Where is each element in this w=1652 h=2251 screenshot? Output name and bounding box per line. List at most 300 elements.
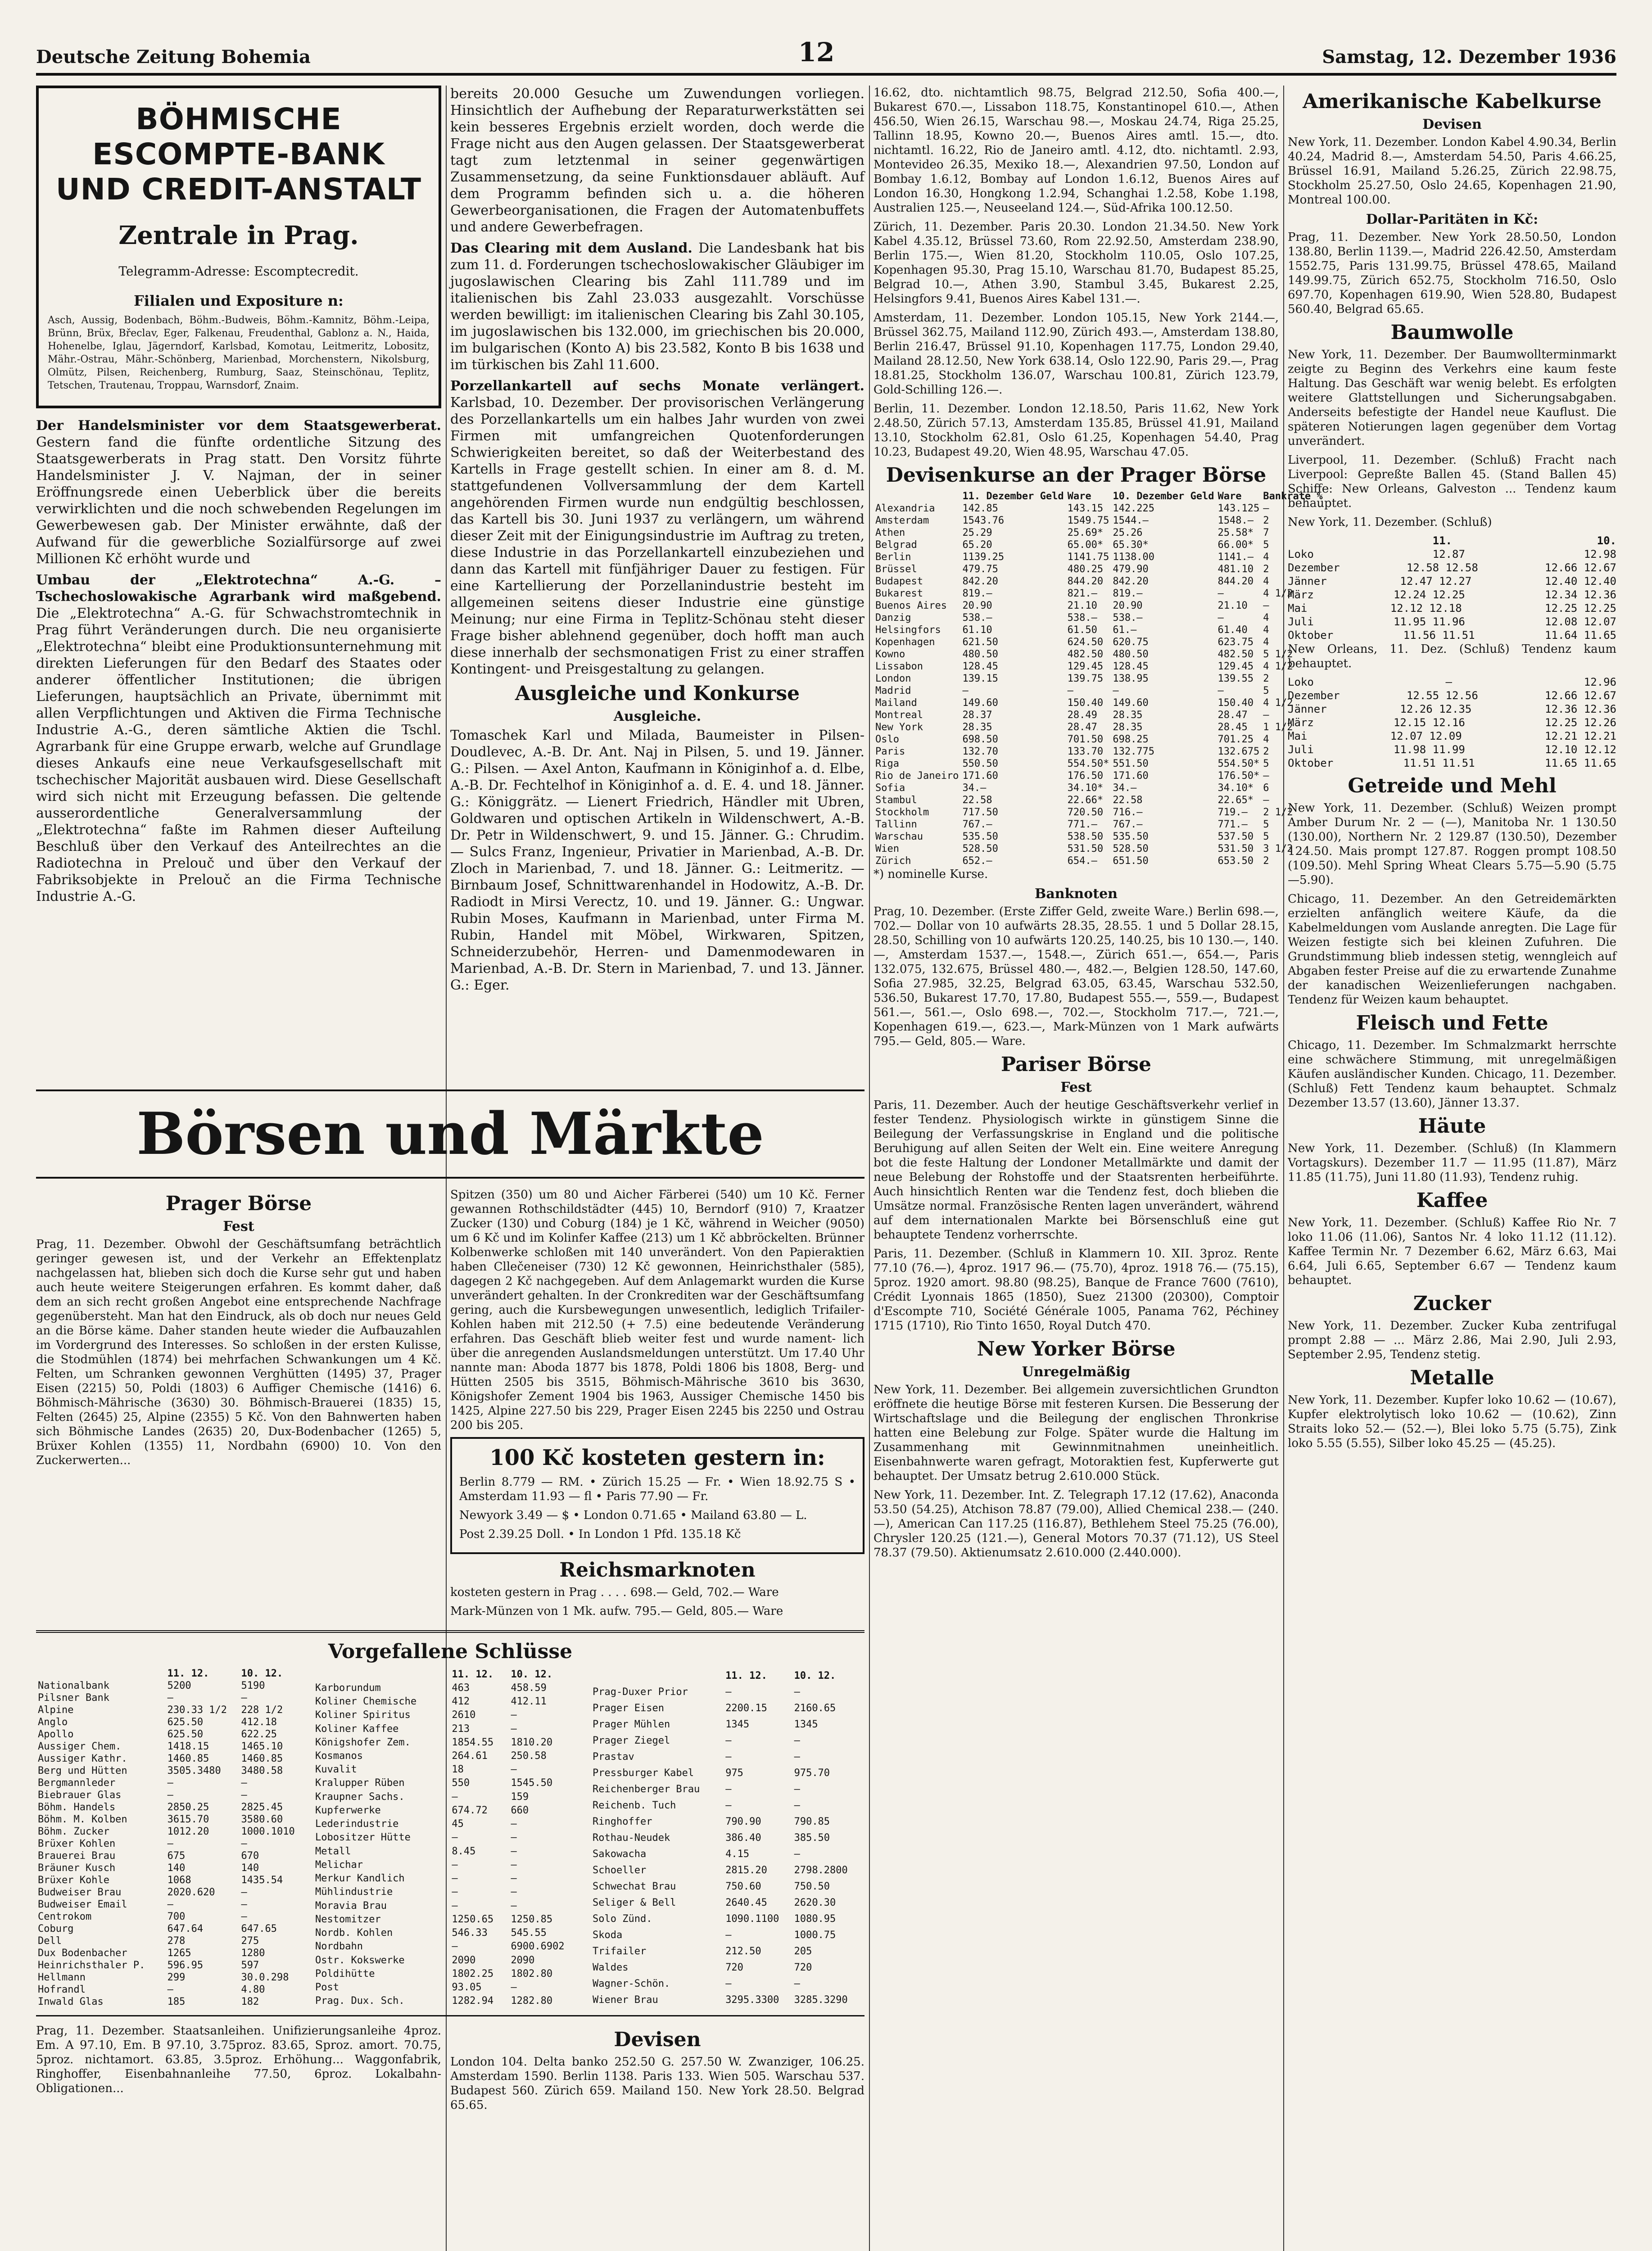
price-cell: — [452,1832,458,1844]
rate-cell: 538.— [962,612,992,624]
price-cell: 8.45 [452,1845,476,1857]
rate-cell: 4 [1263,637,1269,648]
price-cell: 1810.20 [511,1736,553,1748]
quote-value: 12.87 [1432,548,1465,560]
security-name: Heinrichsthaler P. [38,1960,145,1971]
quote-row [1288,743,1616,756]
security-name: Wagner-Schön. [593,1978,670,1989]
security-name: Brüxer Kohlen [38,1838,116,1849]
rate-cell: 28.37 [962,710,992,721]
rate-cell: 2 [1263,673,1269,684]
price-cell: 625.50 [167,1729,204,1740]
divider [36,2015,864,2016]
price-cell: 1000.75 [794,1929,836,1941]
security-name: Solo Zünd. [593,1913,652,1925]
newspaper-name: Deutsche Zeitung Bohemia [36,46,311,68]
rate-cell: 717.50 [962,807,998,818]
price-cell: — [241,1911,247,1922]
price-cell: 1802.80 [511,1968,553,1980]
table-row [313,1858,584,1871]
quote-row [1288,547,1616,561]
table-row [874,551,1325,563]
closing-prices-table [36,1668,306,2008]
price-cell: 2610 [452,1709,476,1721]
table-row [874,588,1325,600]
price-cell: 228 1/2 [241,1704,283,1716]
security-name: Kralupper Rüben [315,1777,405,1789]
rate-cell: 25.58* [1218,527,1254,538]
table-row [591,1797,861,1813]
table-row [36,1850,306,1862]
price-cell: 2825.45 [241,1802,283,1813]
table-row [874,782,1325,794]
price-cell: 458.59 [511,1682,547,1694]
quote-value: 12.12 12.18 [1390,602,1462,615]
rate-cell: 138.95 [1113,673,1149,684]
security-name: Sakowacha [593,1848,647,1860]
section-heading: Reichsmarknoten [559,1559,756,1582]
security-name: Prag-Duxer Prior [593,1686,688,1698]
branches-list: Asch, Aussig, Bodenbach, Böhm.-Budweis, Böhm.-Kamnitz, Böhm.-Leipa, Brünn, Brüx, Břeclav, Eger, Falkenau, Freudenthal, Gablonz a. N., Haida, Hohenelbe, Iglau, Jägerndorf, Karlsbad, Komotau, Leitmeritz, Lobositz, Mähr.-Ostrau, Mähr.-Schönberg, Marienbad, Morchenstern, Nikolsburg, Olmütz, Pilsen, Reichenberg, Rumburg, Saaz, Steinschönau, Teplitz, Tetschen, Trautenau, Troppau, Warnsdorf, Znaim. [48,315,430,391]
rate-cell: — [1218,685,1224,696]
article-body: New York, 11. Dezember. Kupfer loko 10.62 — (10.67), Kupfer elektrolytisch loko 10.62 — (10.62), Zinn Straits loko 52.— (52.—), Blei loko 5.75 (5.75), Zink loko 5.55 (5.55), Silber loko 45.25 — (45.25). [1288,1393,1616,1450]
table-row [36,1728,306,1740]
rate-cell: 621.50 [962,637,998,648]
security-name: Ringhoffer [593,1816,652,1827]
rate-cell: — [1263,600,1269,611]
price-cell: — [511,1859,517,1871]
price-cell: 2090 [511,1954,535,1966]
currency-city: Kopenhagen [875,637,935,648]
price-cell: 45 [452,1818,464,1830]
security-name: Nestomitzer [315,1913,381,1925]
security-name: Dux Bodenbacher [38,1948,127,1959]
rate-cell: 3 1/2 [1263,843,1293,854]
rate-cell: 537.50 [1218,831,1254,842]
security-name: Prager Mühlen [593,1718,670,1730]
security-name: Centrokom [38,1911,92,1922]
rate-cell: 143.15 [1067,503,1104,514]
rate-cell: — [1113,685,1119,696]
security-name: Prager Eisen [593,1702,664,1714]
security-name: Pilsner Bank [38,1692,109,1704]
price-cell: — [167,1899,173,1910]
security-name: Lobositzer Hütte [315,1832,411,1844]
price-cell: 1345 [794,1718,818,1730]
table-row [591,1911,861,1927]
table-row [36,1826,306,1838]
table-header-row [313,1668,584,1681]
price-cell: — [794,1978,800,1989]
branches-heading: Filialen und Expositure n: [134,292,344,309]
table-row [591,1975,861,1992]
article-body: Prag, 11. Dezember. Staatsanleihen. Unifizierungsanleihe 4proz. Em. A 97.10, Em. B 97.10, 3.75proz. 83.65, Sproz. amort. 70.75, 5proz. nichtamort. 63.85, 3.5proz. Erhöhung... Waggonfabrik, Ringhoffer, Eisenbahnanleihe 77.50, 6proz. Lokalbahn-Obligationen... [36,2024,441,2095]
column-rule [1283,86,1284,2251]
security-name: Alpine [38,1704,74,1716]
rate-cell: 66.00* [1218,539,1254,551]
rate-cell: 701.50 [1067,734,1104,745]
section-heading: New Yorker Börse [977,1338,1176,1361]
price-cell: 674.72 [452,1804,488,1816]
section-heading: Baumwolle [1390,321,1514,344]
rate-cell: 139.75 [1067,673,1104,684]
currency-city: London [875,673,911,684]
quote-header: 11. [1432,534,1452,547]
currency-city: Madrid [875,685,911,696]
table-row [591,1781,861,1797]
column-4 [1288,86,1616,2251]
price-cell: 975.70 [794,1767,830,1779]
rate-cell: 28.49 [1067,710,1097,721]
price-cell: 670 [241,1850,259,1862]
price-cell: — [794,1848,800,1860]
price-cell: 1545.50 [511,1777,553,1789]
price-cell: 299 [167,1972,186,1983]
security-name: Königshofer Zem. [315,1736,411,1748]
security-name: Koliner Kaffee [315,1723,399,1735]
price-cell: 700 [167,1911,186,1922]
table-row [36,1947,306,1959]
price-cell: 2815.20 [725,1864,767,1876]
table-row [874,697,1325,709]
price-cell: 1854.55 [452,1736,494,1748]
quote-row [1288,574,1616,588]
quote-value: 12.15 12.16 [1393,716,1465,729]
section-banner: Börsen und Märkte [36,1089,864,1179]
rate-cell: — [1218,612,1224,624]
price-cell: 250.58 [511,1750,547,1762]
price-cell: 1418.15 [167,1741,209,1752]
price-cell: 1250.85 [511,1913,553,1925]
rate-line: Post 2.39.25 Doll. • In London 1 Pfd. 135.18 Kč [459,1528,741,1541]
article-body: bereits 20.000 Gesuche um Zuwendungen vorliegen. Hinsichtlich der Aufhebung der Reparaturwerkstätten sei kein besseres Ergebnis erzielt worden, doch werde die Frage nicht aus den Augen gelassen. Der Staatsgewerberat tagt zum letztenmal in seiner gegenwärtigen Zusammensetzung, da seine Funktionsdauer abläuft. Auf dem Programm befinden sich u. a. die höheren Gewerbeorganisationen, die Fragen der Automatenbuffets und andere Gewerbefragen. [450,86,864,235]
quote-value: 12.25 12.26 [1545,716,1616,729]
rate-cell: — [1263,710,1269,721]
table-row [313,1980,584,1994]
column-header: 11. 12. [167,1668,209,1679]
table-row [313,1872,584,1885]
security-name: Seliger & Bell [593,1897,676,1908]
price-cell: 463 [452,1682,470,1694]
quote-value: 12.26 12.35 [1400,703,1472,715]
price-cell: — [725,1751,732,1763]
table-row [36,1838,306,1850]
table-row [874,515,1325,527]
article-body: Paris, 11. Dezember. (Schluß in Klammern 10. XII. 3proz. Rente 77.10 (76.—), 4proz. 1917 96.— (75.70), 4proz. 1918 76.— (75.15), 5proz. 1920 amort. 98.80 (98.25), Banque de France 7600 (7610), Crédit Lyonnais 1865 (1850), Suez 21300 (20300), Comptoir d'Escompte 710, Société Générale 1005, Panama 762, Péchiney 1715 (1710), Rio Tinto 1650, Royal Dutch 470. [874,1247,1279,1333]
quote-value: — [1445,676,1452,688]
boersen-section [36,1076,864,2251]
security-name: Böhm. M. Kolben [38,1814,127,1825]
price-cell: 4.80 [241,1984,265,1995]
security-name: Lederindustrie [315,1818,399,1830]
quote-value: 12.47 12.27 [1400,575,1472,588]
article-body: Berlin, 11. Dezember. London 12.18.50, Paris 11.62, New York 2.48.50, Zürich 57.13, Amsterdam 135.85, Brüssel 41.91, Mailand 13.10, Stockholm 62.81, Oslo 61.25, Kopenhagen 54.40, Prag 10.23, Budapest 49.20, Wien 48.95, Warschau 47.05. [874,402,1279,459]
table-row [313,1831,584,1844]
security-name: Aussiger Chem. [38,1741,122,1752]
price-cell: — [452,1900,458,1912]
price-cell: 1068 [167,1875,191,1886]
currency-city: Montreal [875,710,923,721]
table-row [874,563,1325,575]
price-cell: 625.50 [167,1717,204,1728]
price-cell: — [794,1751,800,1763]
table-row [313,1804,584,1817]
rate-cell: 1141.— [1218,551,1254,563]
price-cell: 596.95 [167,1960,204,1971]
price-cell: 412.11 [511,1696,547,1708]
article-body: Liverpool, 11. Dezember. (Schluß) Fracht nach Liverpool: Gepreßte Ballen 45. (Stand Ballen 45) Schiffe: New Orleans, Galveston ... Tendenz kaum behauptet. [1288,453,1616,510]
rate-cell: 139.15 [962,673,998,684]
price-cell: 3295.3300 [725,1994,779,2006]
table-row [313,1912,584,1926]
rate-cell: 171.60 [1113,770,1149,782]
table-row [313,1926,584,1939]
currency-city: Budapest [875,576,923,587]
price-cell: 140 [241,1862,259,1874]
table-row [591,1878,861,1894]
currency-city: Helsingfors [875,624,941,636]
price-cell: 385.50 [794,1832,830,1844]
section-subheading: Fest [1060,1080,1092,1095]
security-name: Post [315,1982,339,1993]
security-name: Kosmanos [315,1750,363,1762]
price-cell: 2160.65 [794,1702,836,1714]
rate-cell: 129.45 [1218,661,1254,672]
rate-cell: 5 [1263,758,1269,769]
currency-city: Stambul [875,795,917,806]
price-cell: — [167,1777,173,1789]
table-row [591,1732,861,1749]
rate-cell: 25.69* [1067,527,1104,538]
rate-cell: 4 1/2 [1263,661,1293,672]
rate-cell: 149.60 [1113,697,1149,709]
price-cell: — [511,1982,517,1993]
rate-cell: 133.70 [1067,746,1104,757]
price-cell: — [511,1900,517,1912]
closing-prices-tables [36,1668,864,2008]
security-name: Melichar [315,1859,363,1871]
table-row [313,1709,584,1722]
price-cell: 750.60 [725,1880,761,1892]
rate-cell: — [1218,588,1224,599]
quote-value: 12.98 [1584,548,1616,560]
article-body: Karlsbad, 10. Dezember. Der provisorischen Verlängerung des Porzellankartells um ein halbes Jahr wurden von zwei Firmen mit umfangreichen Quotenforderungen Schwierigkeiten bereitet, so daß der Weiterbestand des Kartells in Frage gestellt schien. In einer am 8. d. M. stattgefundenen Vollversammlung der dem Kartell angehörenden Firmen wurde nun endgültig beschlossen, das Kartell bis 30. Juni 1937 zu verlängern, um während dieser Zeit mit der Einigungsindustrie im Auftrag zu treten, diese Industrie in das Porzellankartell einzubeziehen und dann das Kartell mit fünfjähriger Dauer zu festigen. Für eine Kartellierung der Porzellanindustrie besteht im allgemeinen seitens dieser Industrie eine günstige Meinung; nur eine Firma in Teplitz-Schönau steht dieser Frage bisher ablehnend gegenüber, doch hofft man auch diese innerhalb der sechsmonatigen Frist zu einer straffen Kontingent- und Preisgestaltung zu gelangen. [450,395,864,677]
table-row [313,1776,584,1790]
delivery-month: Juli [1288,743,1314,756]
rate-cell: 771.— [1067,819,1097,830]
section-heading: Getreide und Mehl [1348,774,1557,797]
rate-cell: 2 1/2 [1263,807,1293,818]
rate-cell: 4 1/2 [1263,697,1293,709]
rate-cell: 480.50 [1113,649,1149,660]
currency-city: Oslo [875,734,899,745]
rate-cell: 479.90 [1113,564,1149,575]
rate-cell: 22.65* [1218,795,1254,806]
article-body: Paris, 11. Dezember. Auch der heutige Geschäftsverkehr verlief in fester Tendenz. Physiologisch wirkte in günstigem Sinne die Beilegung der Verfassungskrise in England und die politische Beruhigung auf allen Seiten der Welt ein. Eine weitere Anregung bot die feste Haltung der Londoner Metallmärkte und damit der neue Belebung der Rohstoffe und der Staatsrenten herbeiführte. Auch hinsichtlich Renten war die Tendenz fest, doch blieben die Umsätze normal. Französische Renten lagen unverändert, während auf dem internationalen Markte bei Börsenschluß eine gut behauptete Tendenz vorherrschte. [874,1098,1279,1242]
table-row [874,624,1325,636]
table-row [874,673,1325,685]
rate-cell: 2 [1263,746,1269,757]
column-2 [450,86,864,1071]
rate-cell: 1549.75 [1067,515,1109,526]
price-cell: 720 [794,1962,812,1973]
price-cell: — [725,1799,732,1811]
rate-cell: 5 1/2 [1263,649,1293,660]
price-cell: — [167,1692,173,1704]
price-cell: — [452,1859,458,1871]
price-cell: 647.64 [167,1923,204,1935]
price-cell: 3615.70 [167,1814,209,1825]
rate-cell: 34.10* [1067,782,1104,794]
rate-cell: 698.50 [962,734,998,745]
security-name: Bräuner Kusch [38,1862,116,1874]
bank-advertisement [36,86,441,408]
rate-cell: 554.50* [1067,758,1109,769]
rate-cell: 1 1/2 [1263,722,1293,733]
rate-cell: 821.— [1067,588,1097,599]
table-row [36,1680,306,1692]
section-heading: Kaffee [1416,1189,1488,1212]
quote-value: 12.96 [1584,676,1616,688]
divider [36,1630,864,1633]
table-row [591,1684,861,1700]
quote-header-row [1288,534,1616,547]
table-row [874,733,1325,746]
running-header [36,32,1616,68]
section-heading: Pariser Börse [1000,1053,1152,1076]
column-header [874,490,960,502]
table-row [36,1935,306,1947]
currency-city: Athen [875,527,905,538]
currency-city: Danzig [875,612,911,624]
currency-city: Alexandria [875,503,935,514]
price-cell: 412.18 [241,1717,277,1728]
rate-cell: 767.— [1113,819,1143,830]
security-name: Anglo [38,1717,68,1728]
rate-cell: 132.675 [1218,746,1260,757]
rate-cell: 719.— [1218,807,1248,818]
price-cell: 3580.60 [241,1814,283,1825]
rate-cell: 20.90 [1113,600,1143,611]
table-row [591,1894,861,1911]
table-row [313,1844,584,1858]
quote-value: 12.24 12.25 [1393,588,1465,601]
security-name: Bergmannleder [38,1777,116,1789]
rate-cell: 150.40 [1067,697,1104,709]
price-cell: 1080.95 [794,1913,836,1925]
cotton-quotes-new-orleans [1288,675,1616,770]
price-cell: 1265 [167,1948,191,1959]
rate-cell: 2 [1263,564,1269,575]
rate-cell: 61.50 [1067,624,1097,636]
table-row [591,1716,861,1732]
table-row [874,648,1325,660]
price-cell: 4.15 [725,1848,750,1860]
price-cell: 30.0.298 [241,1972,289,1983]
table-row [36,1911,306,1923]
security-name: Berg und Hütten [38,1765,127,1776]
rate-line: Mark-Münzen von 1 Mk. aufw. 795.— Geld, 805.— Ware [450,1605,783,1618]
rate-cell: 531.50 [1218,843,1254,854]
price-cell: 6900.6902 [511,1941,565,1953]
quote-value: 12.36 12.36 [1545,703,1616,715]
rate-cell: 623.75 [1218,637,1254,648]
rate-cell: 652.— [962,855,992,867]
currency-city: Berlin [875,551,911,563]
currency-city: Amsterdam [875,515,929,526]
rate-cell: 34.— [962,782,987,794]
table-row [591,1700,861,1716]
rate-cell: 4 [1263,734,1269,745]
bank-telegram-address: Telegramm-Adresse: Escomptecredit. [118,264,359,279]
price-cell: — [167,1790,173,1801]
quote-value: 11.95 11.96 [1393,615,1465,628]
security-name: Biebrauer Glas [38,1790,122,1801]
currency-city: Wien [875,843,899,854]
table-row [591,1830,861,1846]
price-cell: — [511,1764,517,1776]
currency-city: Kowno [875,649,905,660]
rate-cell: 65.20 [962,539,992,551]
table-row [874,660,1325,673]
price-cell: 1465.10 [241,1741,283,1752]
price-cell: — [241,1790,247,1801]
article-body: 16.62, dto. nichtamtlich 98.75, Belgrad 212.50, Sofia 400.—, Bukarest 670.—, Lissabon 118.75, Konstantinopel 610.—, Athen 456.50, Wien 26.15, Warschau 98.—, Moskau 24.74, Riga 25.25, Tallinn 18.95, Kowno 20.—, Buenos Aires amtl. 15.—, dto. nichtamtl. 16.22, Rio de Janeiro amtl. 4.12, dto. nichtamtl. 2.93, Montevideo 26.35, Mexiko 18.—, Alexandrien 97.50, London auf Bombay 1.6.12, Bombay auf London 1.6.12, Buenos Aires auf London 16.30, Hongkong 1.2.94, Schanghai 1.2.58, Kobe 1.198, Australien 125.—, Neuseeland 124.—, Süd-Afrika 100.12.50. [874,86,1279,215]
exchange-rate-box [450,1437,864,1554]
price-cell: — [794,1799,800,1811]
table-row [36,1716,306,1728]
rate-cell: 6 [1263,782,1269,794]
column-header: 10. 12. [794,1670,836,1681]
security-name: Brauerei Brau [38,1850,116,1862]
price-cell: 1012.20 [167,1826,209,1837]
section-heading: Fleisch und Fette [1356,1012,1548,1035]
table-row [313,1967,584,1980]
rate-cell: 28.35 [962,722,992,733]
quote-row [1288,601,1616,615]
table-note: *) nominelle Kurse. [874,868,988,881]
column-header: Ware [1067,491,1091,502]
quote-header: 10. [1597,534,1616,547]
box-title: 100 Kč kosteten gestern in: [489,1445,825,1470]
rate-cell: 149.60 [962,697,998,709]
quote-value: 12.25 12.25 [1545,602,1616,615]
quote-value: 12.21 12.21 [1545,730,1616,742]
rate-cell: 701.25 [1218,734,1254,745]
currency-city: Paris [875,746,905,757]
table-row [36,1862,306,1874]
currency-city: Rio de Janeiro [875,770,959,782]
table-row [874,527,1325,539]
table-row [36,1984,306,1996]
security-name: Reichenb. Tuch [593,1799,676,1811]
price-cell: — [725,1686,732,1698]
table-row [874,575,1325,588]
price-cell: 1435.54 [241,1875,283,1886]
rate-cell: 176.50* [1218,770,1260,782]
table-row [36,1996,306,2008]
price-cell: 1345 [725,1718,750,1730]
security-name: Nationalbank [38,1680,109,1691]
article-body: Prag, 10. Dezember. (Erste Ziffer Geld, zweite Ware.) Berlin 698.—, 702.— Dollar von 10 aufwärts 28.35, 28.55. 1 und 5 Dollar 28.15, 28.50, Schilling von 10 aufwärts 120.25, 140.25, bis 10 130.—, 140.—, Amsterdam 1537.—, 1548.—, Zürich 651.—, 654.—, Paris 132.075, 132.675, Brüssel 480.—, 482.—, Belgien 128.50, 147.60, Sofia 27.985, 32.25, Belgrad 63.05, 63.45, Warschau 532.50, 536.50, Bukarest 17.70, 17.80, Budapest 555.—, 559.—, Budapest 561.—, 561.—, Oslo 698.—, 702.—, Stockholm 717.—, 721.—, Kopenhagen 619.—, 623.—, Mark-Münzen von 1 Mark aufwärts 795.— Geld, 805.— Ware. [874,905,1279,1048]
price-cell: — [241,1777,247,1789]
security-name: Brüxer Kohle [38,1875,109,1886]
quote-value: 12.08 12.07 [1545,615,1616,628]
rate-cell: 1548.— [1218,515,1254,526]
rate-cell: 4 [1263,612,1269,624]
table-row [36,1874,306,1886]
quote-row [1288,615,1616,628]
